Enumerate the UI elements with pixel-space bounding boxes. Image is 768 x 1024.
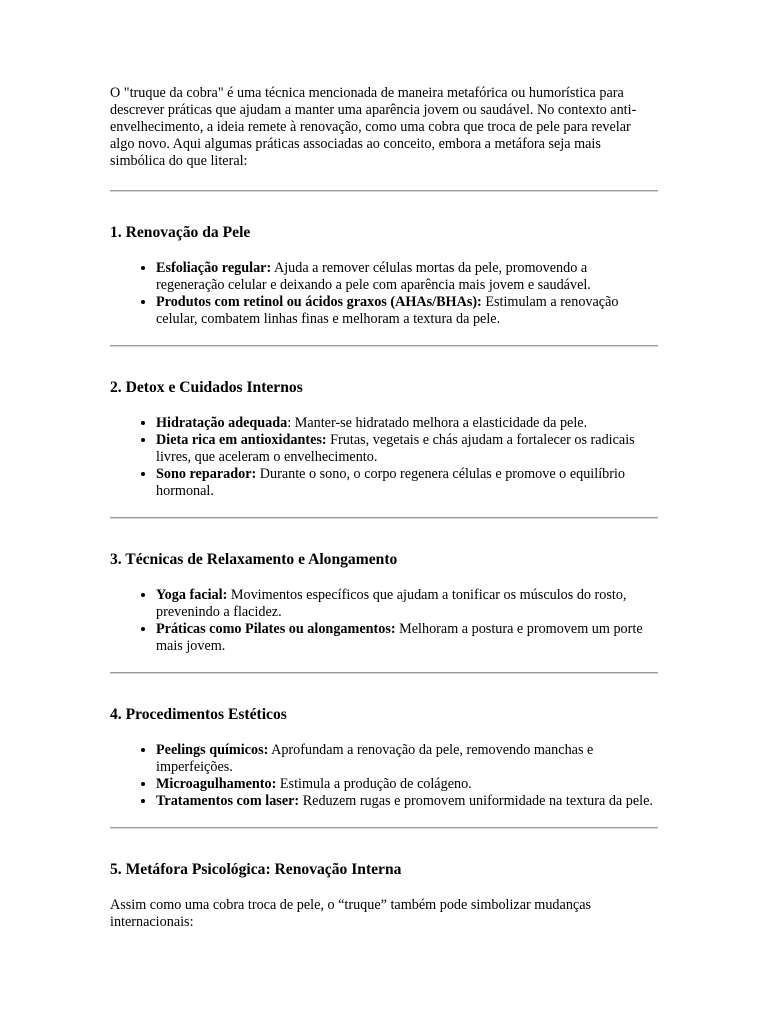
list-item	[156, 415, 658, 432]
bullet-list	[110, 260, 658, 328]
intro-paragraph: O "truque da cobra" é uma técnica mencionada de maneira metafórica ou humorística para descrever práticas que ajudam a manter uma aparência jovem ou saudável. No contexto anti-envelhecimento, a ideia remete à renovação, como uma cobra que troca de pele para revelar algo novo. Aqui algumas práticas associadas ao conceito, embora a metáfora seja mais simbólica do que literal:	[110, 85, 637, 169]
item-text: Melhoram a postura e promovem um porte mais jovem.	[156, 621, 643, 654]
item-term: Tratamentos com laser:	[156, 793, 300, 809]
item-term: Sono reparador:	[156, 466, 257, 482]
list-item	[156, 776, 658, 793]
section-paragraph: Assim como uma cobra troca de pele, o “truque” também pode simbolizar mudanças internacionais:	[110, 897, 592, 930]
item-term: Hidratação adequada	[156, 415, 288, 431]
section-divider	[110, 345, 658, 347]
item-term: Práticas como Pilates ou alongamentos:	[156, 621, 396, 637]
item-term: Peelings químicos:	[156, 742, 269, 758]
bullet-list	[110, 415, 658, 500]
list-item	[156, 793, 658, 810]
list-item	[156, 432, 658, 466]
list-item	[156, 260, 658, 294]
item-text: Estimulam a renovação celular, combatem linhas finas e melhoram a textura da pele.	[156, 294, 619, 327]
item-term: Produtos com retinol ou ácidos graxos (AHAs/BHAs):	[156, 294, 482, 310]
list-item	[156, 294, 658, 328]
item-text: Reduzem rugas e promovem uniformidade na textura da pele.	[299, 793, 653, 809]
item-text: : Manter-se hidratado melhora a elasticidade da pele.	[287, 415, 588, 431]
item-term: Microagulhamento:	[156, 776, 277, 792]
list-item	[156, 466, 658, 500]
list-item	[156, 621, 658, 655]
list-item	[156, 587, 658, 621]
section-title-metafora: 5. Metáfora Psicológica: Renovação Interna	[110, 861, 402, 878]
section-divider	[110, 672, 658, 674]
bullet-list	[110, 742, 658, 810]
item-text: Aprofundam a renovação da pele, removendo manchas e imperfeições.	[156, 742, 594, 775]
section-divider	[110, 827, 658, 829]
item-term: Esfoliação regular:	[156, 260, 272, 276]
item-term: Dieta rica em antioxidantes:	[156, 432, 327, 448]
item-term: Yoga facial:	[156, 587, 228, 603]
section-title-detox: 2. Detox e Cuidados Internos	[110, 379, 303, 396]
list-item	[156, 742, 658, 776]
item-text: Frutas, vegetais e chás ajudam a fortalecer os radicais livres, que aceleram o envelhecimento.	[156, 432, 635, 465]
section-divider	[110, 517, 658, 519]
item-text: Estimula a produção de colágeno.	[276, 776, 472, 792]
section-divider	[110, 190, 658, 192]
document-page	[110, 85, 658, 931]
item-text: Ajuda a remover células mortas da pele, promovendo a regeneração celular e deixando a pele com aparência mais jovem e saudável.	[156, 260, 591, 293]
section-title-procedimentos: 4. Procedimentos Estéticos	[110, 706, 287, 723]
section-title-renovacao-da-pele: 1. Renovação da Pele	[110, 224, 251, 241]
item-text: Durante o sono, o corpo regenera células e promove o equilíbrio hormonal.	[156, 466, 625, 499]
section-title-relaxamento: 3. Técnicas de Relaxamento e Alongamento	[110, 551, 398, 568]
bullet-list	[110, 587, 658, 655]
item-text: Movimentos específicos que ajudam a tonificar os músculos do rosto, prevenindo a flacidez.	[156, 587, 627, 620]
